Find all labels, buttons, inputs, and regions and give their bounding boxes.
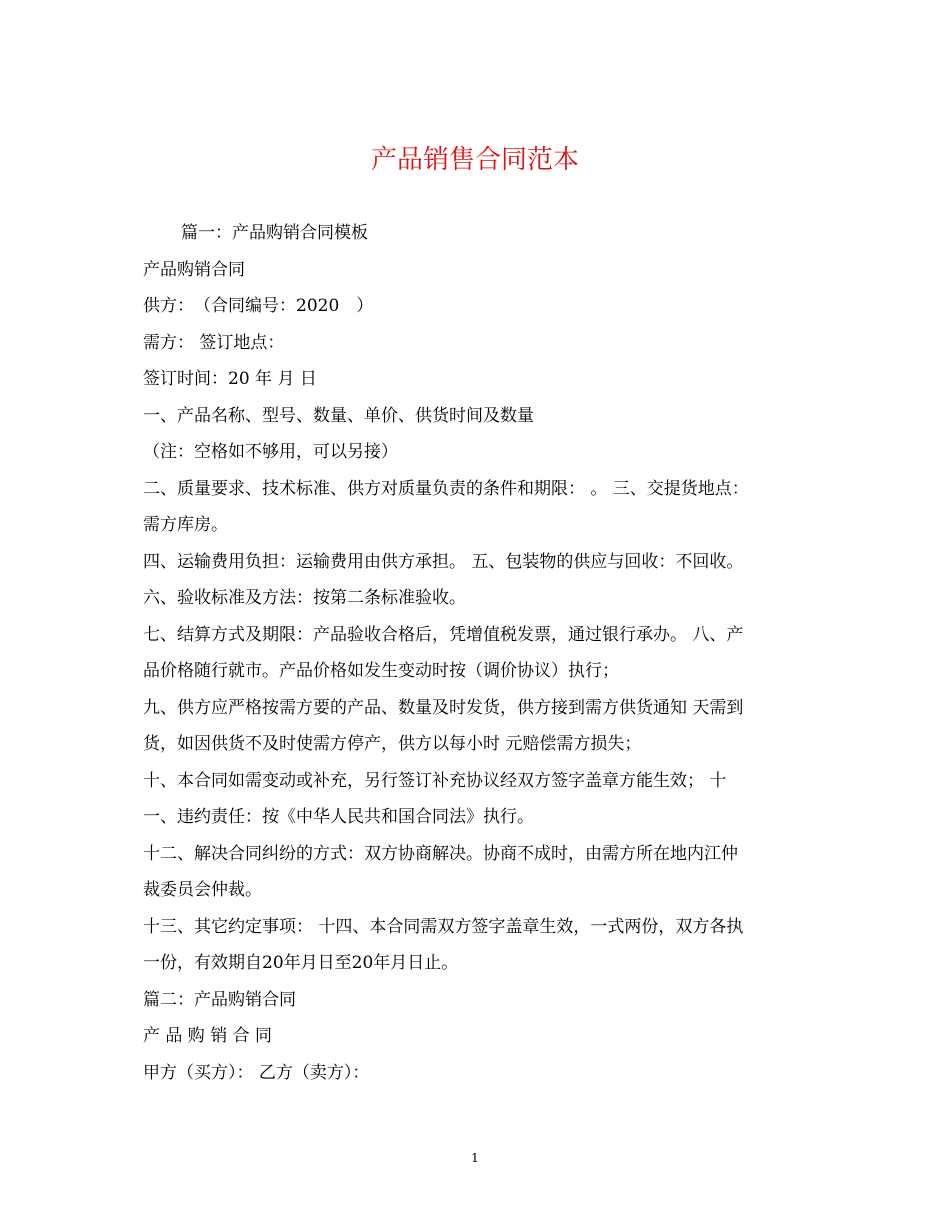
supplier-line: 供方： （合同编号：2020 ） <box>143 296 374 316</box>
page-number: 1 <box>471 1151 479 1165</box>
clause-nine: 九、供方应严格按需方要的产品、数量及时发货，供方接到需方供货通知 天需到 <box>143 697 744 718</box>
section-heading-part-two: 篇二：产品购销合同 <box>143 989 296 1010</box>
document-title: 产品销售合同范本 <box>370 145 579 175</box>
clause-eight-continued: 品价格随行就市。产品价格如发生变动时按（调价协议）执行； <box>143 661 619 681</box>
clause-ten: 十、本合同如需变动或补充，另行签订补充协议经双方签字盖章方能生效； 十 <box>143 770 727 791</box>
document-body <box>143 215 807 1091</box>
clause-two: 二、质量要求、技术标准、供方对质量负责的条件和期限： 。 三、交提货地点： <box>143 478 749 499</box>
clause-eleven-continued: 一、违约责任：按《中华人民共和国合同法》执行。 <box>143 807 534 827</box>
clause-fourteen-continued: 一份，有效期自20年月日至20年月日止。 <box>143 953 459 973</box>
signing-time-line: 签订时间：20 年 月 日 <box>143 369 317 389</box>
buyer-line: 需方： 签订地点： <box>143 332 285 353</box>
clause-four-five: 四、运输费用负担：运输费用由供方承担。 五、包装物的供应与回收：不回收。 <box>143 551 744 572</box>
clause-six: 六、验收标准及方法：按第二条标准验收。 <box>143 588 466 608</box>
clause-seven: 七、结算方式及期限：产品验收合格后，凭增值税发票，通过银行承办。 八、产 <box>143 624 744 645</box>
party-line: 甲方（买方）： 乙方（卖方）： <box>143 1062 370 1083</box>
section-heading-part-one: 篇一：产品购销合同模板 <box>181 223 368 243</box>
clause-thirteen-fourteen: 十三、其它约定事项： 十四、本合同需双方签字盖章生效，一式两份，双方各执 <box>143 916 744 937</box>
contract-name-spaced: 产 品 购 销 合 同 <box>143 1026 273 1046</box>
clause-nine-continued: 货，如因供货不及时使需方停产，供方以每小时 元赔偿需方损失； <box>143 734 642 754</box>
contract-name: 产品购销合同 <box>143 259 245 280</box>
clause-one: 一、产品名称、型号、数量、单价、供货时间及数量 <box>143 405 534 426</box>
clause-three-continued: 需方库房。 <box>143 515 228 535</box>
clause-twelve-continued: 裁委员会仲裁。 <box>143 880 262 900</box>
clause-twelve: 十二、解决合同纠纷的方式：双方协商解决。协商不成时，由需方所在地内江仲 <box>143 843 738 864</box>
clause-one-note: （注：空格如不够用，可以另接） <box>143 442 398 462</box>
